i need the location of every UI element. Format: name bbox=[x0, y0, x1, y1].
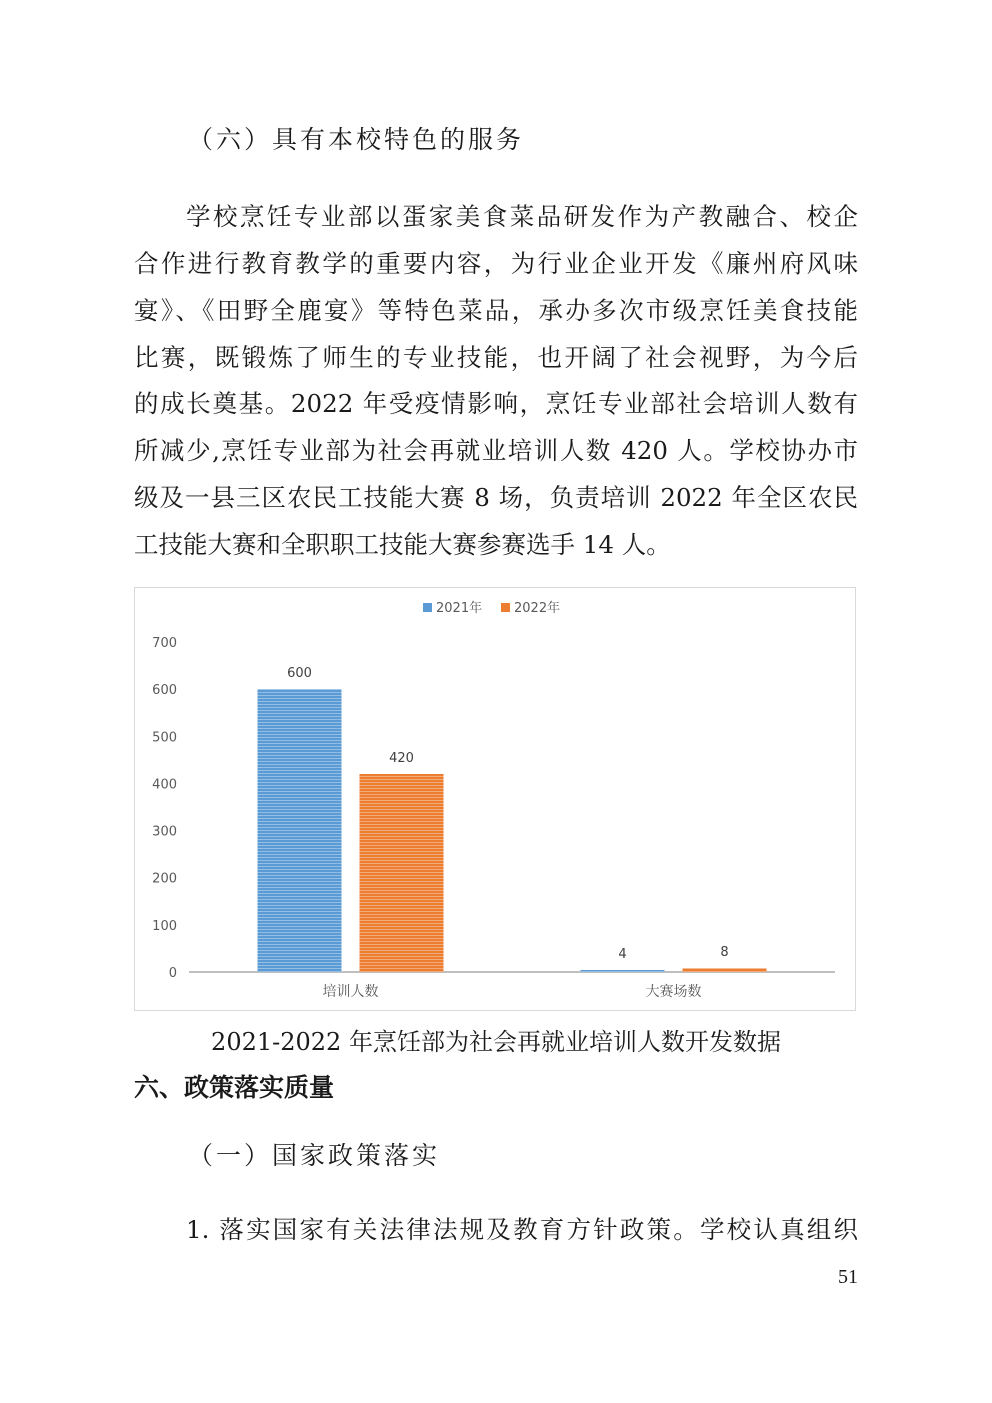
y-tick-label: 200 bbox=[152, 871, 177, 887]
paragraph-line: 级及一县三区农民工技能大赛 8 场，负责培训 2022 年全区农民 bbox=[134, 483, 858, 512]
y-tick-label: 400 bbox=[152, 777, 177, 793]
legend-swatch bbox=[423, 603, 432, 612]
page-number: 51 bbox=[838, 1266, 858, 1288]
bar-2021年-大赛场数 bbox=[581, 970, 665, 972]
data-label: 420 bbox=[389, 751, 414, 766]
y-tick-label: 600 bbox=[152, 683, 177, 699]
x-tick-label: 大赛场数 bbox=[645, 984, 702, 1000]
data-label: 600 bbox=[287, 666, 312, 682]
y-tick-label: 0 bbox=[168, 966, 177, 981]
bar-chart-svg bbox=[135, 588, 855, 1010]
section-title-policy: 六、政策落实质量 bbox=[134, 1073, 335, 1102]
paragraph-line: 所减少,烹饪专业部为社会再就业培训人数 420 人。学校协办市 bbox=[134, 436, 858, 465]
paragraph-line: 合作进行教育教学的重要内容，为行业企业开发《廉州府风味 bbox=[134, 249, 858, 278]
y-tick-label: 100 bbox=[152, 918, 177, 934]
paragraph-line: 比赛，既锻炼了师生的专业技能，也开阔了社会视野，为今后 bbox=[134, 343, 858, 372]
paragraph-line: 学校烹饪专业部以蛋家美食菜品研发作为产教融合、校企 bbox=[186, 202, 858, 231]
paragraph-line: 宴》、《田野全鹿宴》等特色菜品，承办多次市级烹饪美食技能 bbox=[134, 296, 858, 325]
x-tick-label: 培训人数 bbox=[322, 984, 379, 1000]
data-label: 8 bbox=[720, 945, 729, 961]
bar-chart bbox=[134, 587, 856, 1011]
bar-2022年-大赛场数 bbox=[683, 968, 767, 972]
legend-swatch bbox=[501, 603, 510, 612]
data-label: 4 bbox=[618, 947, 627, 962]
y-tick-label: 300 bbox=[152, 824, 177, 840]
bar-2021年-培训人数 bbox=[258, 689, 342, 972]
y-tick-label: 700 bbox=[152, 636, 177, 651]
paragraph-line: 1. 落实国家有关法律法规及教育方针政策。学校认真组织 bbox=[186, 1215, 858, 1244]
subsection-title-national-policy: （一）国家政策落实 bbox=[188, 1141, 441, 1170]
legend-label: 2021年 bbox=[436, 601, 483, 616]
paragraph-line: 的成长奠基。2022 年受疫情影响，烹饪专业部社会培训人数有 bbox=[134, 389, 858, 418]
paragraph-line: 工技能大赛和全职职工技能大赛参赛选手 14 人。 bbox=[134, 530, 671, 559]
chart-caption: 2021-2022 年烹饪部为社会再就业培训人数开发数据 bbox=[211, 1028, 781, 1056]
bar-2022年-培训人数 bbox=[360, 774, 444, 972]
y-tick-label: 500 bbox=[152, 730, 177, 746]
subsection-title-services: （六）具有本校特色的服务 bbox=[188, 125, 525, 154]
legend-label: 2022年 bbox=[514, 601, 561, 616]
